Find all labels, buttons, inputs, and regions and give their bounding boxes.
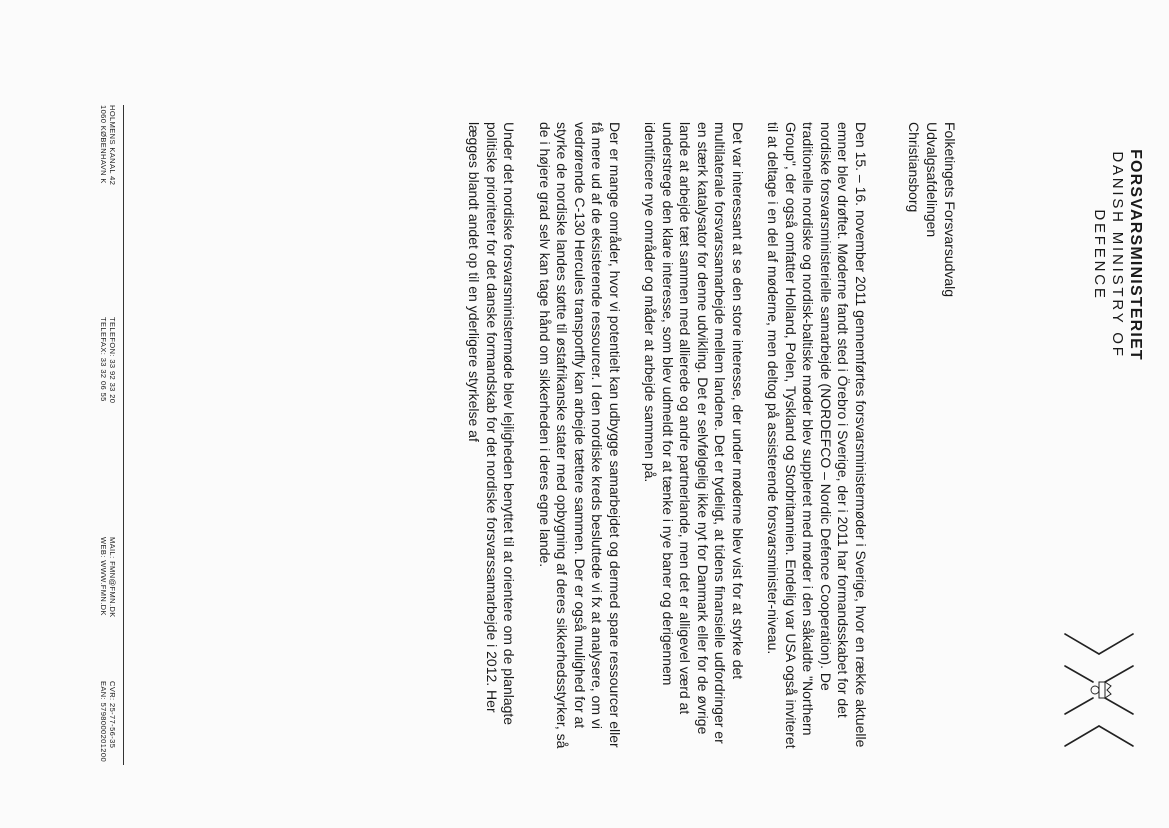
crown-crossed-swords-logo-icon <box>1059 620 1139 760</box>
footer-fax-line: TELEFAX: 33 32 06 55 <box>99 317 108 402</box>
footer-ean-line: EAN: 5798000201200 <box>99 681 108 763</box>
footer-registration <box>99 681 117 762</box>
recipient-line-1: Folketingets Forsvarsudvalg <box>942 122 958 298</box>
footer-cvr-line: CVR: 25-77-56-35 <box>108 681 117 749</box>
footer-phone <box>99 317 117 403</box>
recipient-address <box>905 122 959 297</box>
recipient-line-3: Christiansborg <box>906 122 922 213</box>
body-paragraph-4: Under det nordiske forsvarsministermøde blev lejligheden benyttet til at orientere om de planlagte politiske prioriteter for det danske formandskab for det nordiske forsvarssamarbejde i 2012. Her lægges blandt andet op til en yderligere styrkelse af <box>466 122 518 726</box>
recipient-line-2: Udvalgsafdelingen <box>924 122 940 238</box>
footer-address <box>99 105 117 185</box>
footer-web-line: WEB: WWW.FMN.DK <box>99 537 108 616</box>
footer-phone-line: TELEFON: 33 92 33 20 <box>108 317 117 404</box>
letter-footer <box>99 105 124 765</box>
ministry-name-english: DANISH MINISTRY OF DEFENCE <box>1091 151 1126 359</box>
footer-address-line-1: HOLMENS KANAL 42 <box>108 105 117 186</box>
body-paragraph-1: Den 15. – 16. november 2011 gennemførtes forsvarsministermøder i Sverige, hvor en række aktuelle emner blev drøftet. Møderne fandt sted i Örebro i Sverige, der i 2011 har formandsskabet for det nordiske forsvarsministerielle samarbejde (NORDEFCO – Nordic Defence Cooperation). De traditionelle nordiske og nordisk-baltiske møder blev suppleret med møder i den såkaldte "Northern Group", der også omfatter Holland, Polen, Tyskland og Storbritannien. Endelig var USA også inviteret til at deltage i en del af møderne, men deltog på assisterende forsvarsminister-niveau. <box>765 122 869 749</box>
ministry-name-danish: FORSVARSMINISTERIET <box>1127 149 1144 361</box>
footer-contact <box>99 537 117 618</box>
footer-address-line-2: 1060 KØBENHAVN K <box>99 105 108 184</box>
ministry-header <box>1090 105 1144 405</box>
footer-mail-line: MAIL: FMN@FMN.DK <box>108 537 117 618</box>
body-paragraph-2: Det var interessant at se den store interesse, der under møderne blev vist for at styrke det multilaterale forsvarssamarbejde mellem landene. Det er tydeligt, at tidens finansielle udfordringer er en stærk katalysator for denne udvikling. Det er selvfølgelig ikke nyt for Danmark eller for de øvrige lande at arbejde tæt sammen med allierede og andre partnerlande, men det er alligevel værd at understrege den klare interesse, som blev udmeldt for at tænke i nye baner og derigennem identificere nye områder og måder at arbejde sammen på. <box>642 122 746 744</box>
body-paragraph-3: Der er mange områder, hvor vi potentielt kan udbygge samarbejdet og dermed spare ressourcer eller få mere ud af de eksisterende ressourcer. I den nordiske kreds besluttede vi fx at analysere, om vi vedrørende C-130 Hercules transportfly kan arbejde tættere sammen. Der er også mulighed for at styrke de nordiske landes støtte til østafrikanske stater med opbygning af deres sikkerhedsstyrker, så de i højere grad selv kan tage hånd om sikkerheden i deres egne lande. <box>537 122 623 749</box>
letter-body <box>447 122 869 752</box>
